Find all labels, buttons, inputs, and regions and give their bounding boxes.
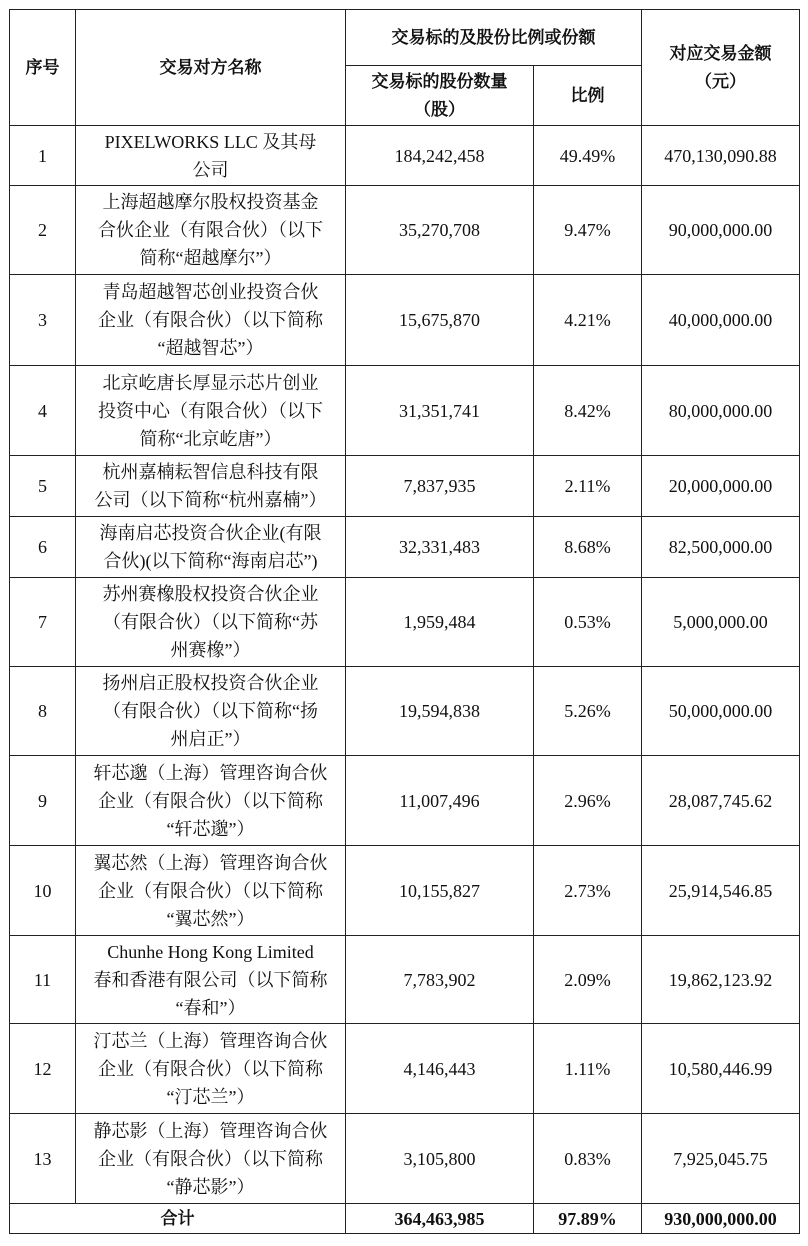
- row-party: 扬州启正股权投资合伙企业 （有限合伙）（以下简称“扬 州启正”）: [76, 667, 346, 756]
- row-index: 8: [10, 667, 76, 756]
- row-ratio: 2.11%: [534, 456, 642, 517]
- row-party: 青岛超越智芯创业投资合伙 企业（有限合伙）（以下简称 “超越智芯”）: [76, 275, 346, 366]
- row-amount: 5,000,000.00: [642, 578, 800, 667]
- row-ratio: 1.11%: [534, 1024, 642, 1114]
- table-row: [10, 517, 800, 578]
- table-row: [10, 936, 800, 1024]
- row-index: 10: [10, 846, 76, 936]
- row-party: 苏州赛橡股权投资合伙企业 （有限合伙）（以下简称“苏 州赛橡”）: [76, 578, 346, 667]
- row-amount: 10,580,446.99: [642, 1024, 800, 1114]
- row-index: 1: [10, 126, 76, 186]
- total-ratio: 97.89%: [534, 1204, 642, 1234]
- row-index: 7: [10, 578, 76, 667]
- row-party: 上海超越摩尔股权投资基金 合伙企业（有限合伙）（以下 简称“超越摩尔”）: [76, 186, 346, 275]
- table-row: [10, 186, 800, 275]
- header-index: 序号: [10, 10, 76, 126]
- row-index: 2: [10, 186, 76, 275]
- row-shares: 32,331,483: [346, 517, 534, 578]
- total-label: 合计: [10, 1204, 346, 1234]
- row-index: 3: [10, 275, 76, 366]
- row-party: 轩芯邈（上海）管理咨询合伙 企业（有限合伙）（以下简称 “轩芯邈”）: [76, 756, 346, 846]
- row-party: 汀芯兰（上海）管理咨询合伙 企业（有限合伙）（以下简称 “汀芯兰”）: [76, 1024, 346, 1114]
- row-shares: 35,270,708: [346, 186, 534, 275]
- row-amount: 25,914,546.85: [642, 846, 800, 936]
- row-ratio: 2.73%: [534, 846, 642, 936]
- table-row: [10, 126, 800, 186]
- row-party: PIXELWORKS LLC 及其母 公司: [76, 126, 346, 186]
- table-row: [10, 756, 800, 846]
- row-ratio: 8.68%: [534, 517, 642, 578]
- row-shares: 3,105,800: [346, 1114, 534, 1204]
- row-shares: 1,959,484: [346, 578, 534, 667]
- table-row: [10, 667, 800, 756]
- table-row: [10, 275, 800, 366]
- total-shares: 364,463,985: [346, 1204, 534, 1234]
- row-shares: 4,146,443: [346, 1024, 534, 1114]
- row-ratio: 0.53%: [534, 578, 642, 667]
- row-shares: 184,242,458: [346, 126, 534, 186]
- row-ratio: 4.21%: [534, 275, 642, 366]
- row-ratio: 5.26%: [534, 667, 642, 756]
- row-amount: 470,130,090.88: [642, 126, 800, 186]
- header-ratio: 比例: [534, 66, 642, 126]
- row-amount: 20,000,000.00: [642, 456, 800, 517]
- row-ratio: 9.47%: [534, 186, 642, 275]
- table-row: [10, 846, 800, 936]
- table-row: [10, 1024, 800, 1114]
- row-amount: 82,500,000.00: [642, 517, 800, 578]
- transaction-table: [9, 9, 800, 1234]
- row-amount: 19,862,123.92: [642, 936, 800, 1024]
- row-party: Chunhe Hong Kong Limited 春和香港有限公司（以下简称 “春和”）: [76, 936, 346, 1024]
- row-amount: 50,000,000.00: [642, 667, 800, 756]
- header-party: 交易对方名称: [76, 10, 346, 126]
- row-index: 4: [10, 366, 76, 456]
- header-group: 交易标的及股份比例或份额: [346, 10, 642, 66]
- table-row: [10, 456, 800, 517]
- row-index: 5: [10, 456, 76, 517]
- row-index: 6: [10, 517, 76, 578]
- row-amount: 40,000,000.00: [642, 275, 800, 366]
- header-shares: 交易标的股份数量 （股）: [346, 66, 534, 126]
- row-index: 11: [10, 936, 76, 1024]
- row-amount: 80,000,000.00: [642, 366, 800, 456]
- row-party: 翼芯然（上海）管理咨询合伙 企业（有限合伙）（以下简称 “翼芯然”）: [76, 846, 346, 936]
- row-shares: 19,594,838: [346, 667, 534, 756]
- row-party: 北京屹唐长厚显示芯片创业 投资中心（有限合伙）（以下 简称“北京屹唐”）: [76, 366, 346, 456]
- table-row: [10, 1114, 800, 1204]
- row-party: 静芯影（上海）管理咨询合伙 企业（有限合伙）（以下简称 “静芯影”）: [76, 1114, 346, 1204]
- row-shares: 10,155,827: [346, 846, 534, 936]
- total-amount: 930,000,000.00: [642, 1204, 800, 1234]
- row-party: 海南启芯投资合伙企业(有限 合伙)(以下简称“海南启芯”): [76, 517, 346, 578]
- row-index: 12: [10, 1024, 76, 1114]
- row-amount: 28,087,745.62: [642, 756, 800, 846]
- row-shares: 7,783,902: [346, 936, 534, 1024]
- row-shares: 11,007,496: [346, 756, 534, 846]
- row-amount: 7,925,045.75: [642, 1114, 800, 1204]
- row-party: 杭州嘉楠耘智信息科技有限 公司（以下简称“杭州嘉楠”）: [76, 456, 346, 517]
- row-ratio: 2.09%: [534, 936, 642, 1024]
- row-shares: 7,837,935: [346, 456, 534, 517]
- row-ratio: 0.83%: [534, 1114, 642, 1204]
- header-amount: 对应交易金额 （元）: [642, 10, 800, 126]
- row-index: 13: [10, 1114, 76, 1204]
- table-row: [10, 366, 800, 456]
- row-index: 9: [10, 756, 76, 846]
- row-ratio: 49.49%: [534, 126, 642, 186]
- total-row: [10, 1204, 800, 1234]
- table-row: [10, 578, 800, 667]
- row-shares: 15,675,870: [346, 275, 534, 366]
- row-ratio: 2.96%: [534, 756, 642, 846]
- row-amount: 90,000,000.00: [642, 186, 800, 275]
- row-shares: 31,351,741: [346, 366, 534, 456]
- row-ratio: 8.42%: [534, 366, 642, 456]
